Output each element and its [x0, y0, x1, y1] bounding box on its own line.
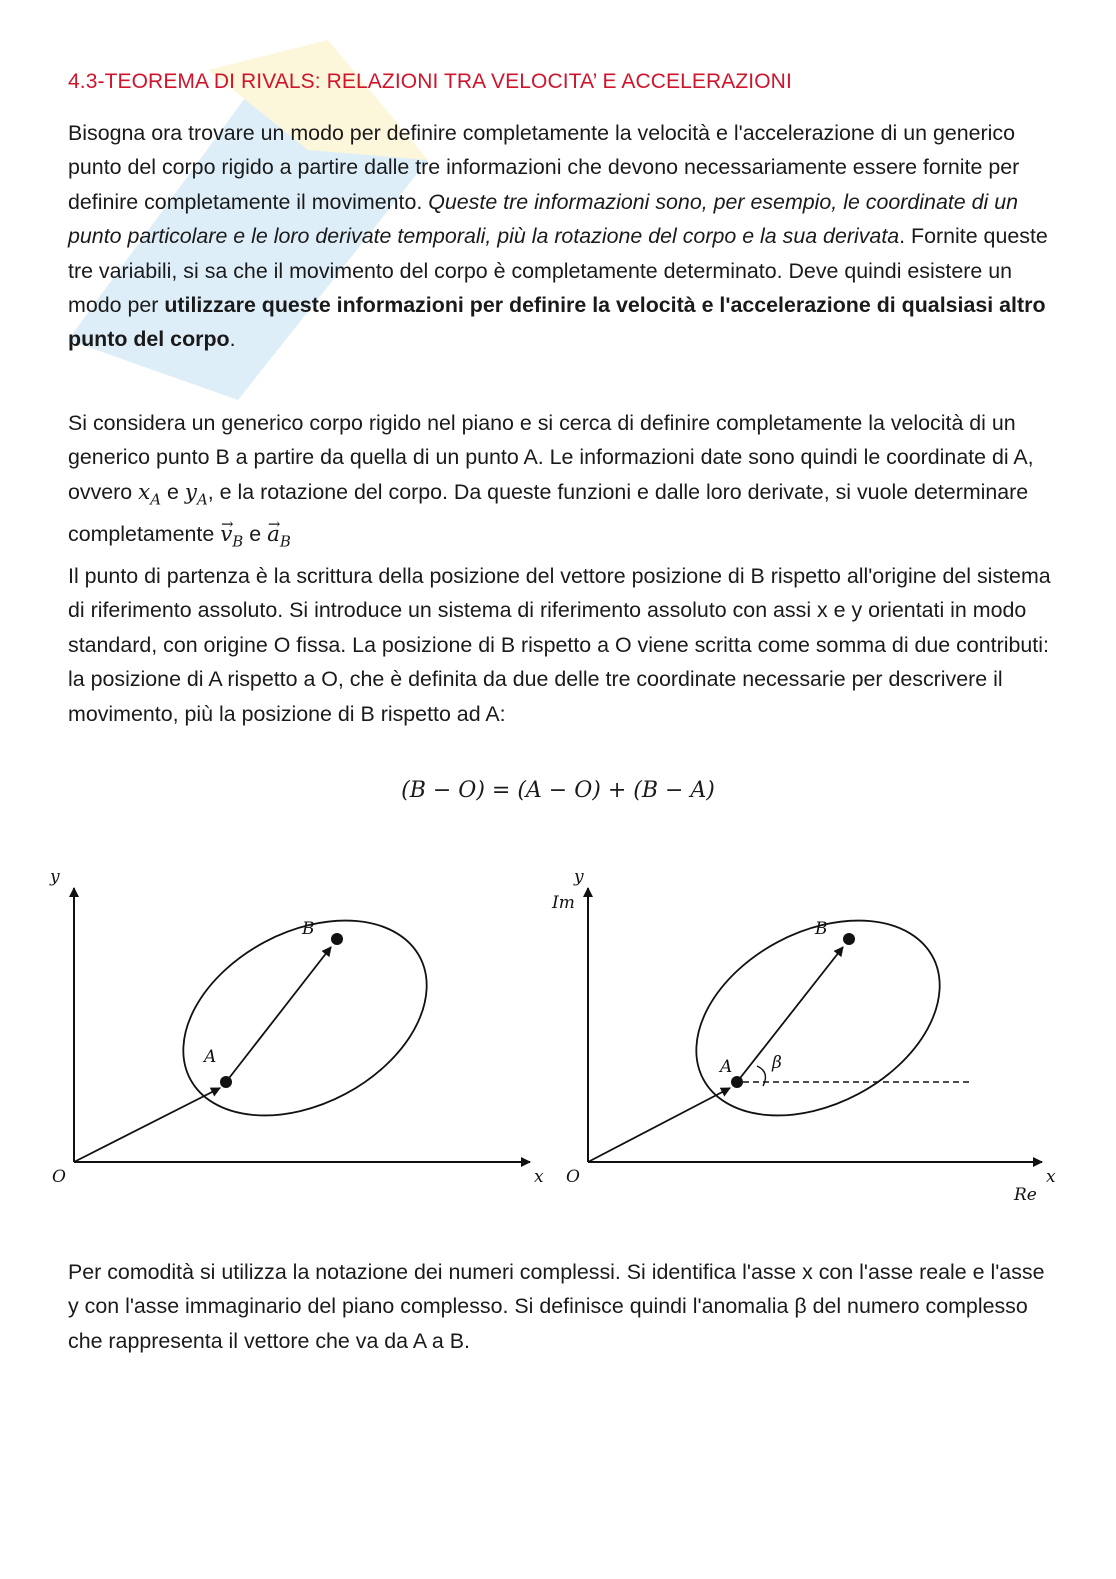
equation-position: (B − O) = (A − O) + (B − A) [401, 778, 715, 803]
paragraph-position: Il punto di partenza è la scrittura della posizione del vettore posizione di B rispetto all'origine del sistema di riferimento assoluto. Si introduce un sistema di riferimento assoluto con assi x e y orientati in modo standard, con origine O fissa. La posizione di B rispetto a O viene scritta come somma di due contributi: la posizione di A rispetto a O, che è definita da due delle tre coordinate necessarie per descrivere il movimento, più la posizione di B rispetto ad A: [68, 564, 1051, 726]
section-heading: 4.3-TEOREMA DI RIVALS: RELAZIONI TRA VELOCITA’ E ACCELERAZIONI [68, 70, 792, 93]
vector-AB [226, 947, 331, 1082]
point-b [331, 933, 343, 945]
point-b-label: B [815, 919, 828, 939]
intro-text-continued: . Fornite queste tre variabili, si sa che il movimento del corpo è completamente determinato. Deve quindi esistere un modo per [68, 224, 1048, 318]
conjunction: e [161, 479, 185, 504]
rigid-body-text-continued: , e la rotazione del corpo. Da queste funzioni e dalle loro derivate, si vuole determinare completamente [68, 479, 1029, 546]
angle-beta-label: β [772, 1053, 782, 1073]
angle-beta-arc [757, 1066, 765, 1086]
math-xA: $x_A$ [138, 479, 162, 509]
origin-label: O [52, 1167, 66, 1187]
intro-text-end: . [229, 327, 236, 352]
math-vB: → $v_B$ [220, 522, 243, 547]
vector-OA [588, 1088, 730, 1162]
vector-AB [737, 947, 843, 1082]
x-axis-label: x [534, 1167, 544, 1187]
re-axis-label: Re [1014, 1185, 1037, 1205]
paragraph-rigid-body [68, 406, 1053, 558]
intro-text: Bisogna ora trovare un modo per definire completamente la velocità e l'accelerazione di un generico punto del corpo rigido a partire dalle tre informazioni che devono necessariamente essere fornite per definire completamente il movimento. [68, 121, 1020, 214]
point-a [731, 1076, 743, 1088]
diagram-absolute-frame [30, 850, 550, 1200]
conjunction: e [243, 521, 268, 546]
point-b-label: B [302, 919, 315, 939]
y-axis-label: y [574, 867, 584, 887]
vector-OA [74, 1088, 220, 1162]
y-axis-label: y [50, 867, 60, 887]
point-a-label: A [204, 1047, 217, 1067]
diagram-complex-plane [530, 850, 1070, 1210]
math-aB: → $a_B$ [267, 522, 291, 547]
point-b [843, 933, 855, 945]
rigid-body-text: Si considera un generico corpo rigido nel piano e si cerca di definire completamente la velocità di un generico punto B a partire da quella di un punto A. Le informazioni date sono quindi le coordinate di A, ovvero [68, 411, 1034, 504]
point-a-label: A [720, 1057, 733, 1077]
origin-label: O [566, 1167, 580, 1187]
intro-italic-text: Queste tre informazioni sono, per esempio, le coordinate di un punto particolare e le loro derivate temporali, più la rotazione del corpo e la sua derivata [68, 189, 1019, 249]
point-a [220, 1076, 232, 1088]
paragraph-complex-notation: Per comodità si utilizza la notazione dei numeri complessi. Si identifica l'asse x con l'asse reale e l'asse y con l'asse immaginario del piano complesso. Si definisce quindi l'anomalia β del numero complesso che rappresenta il vettore che va da A a B. [68, 1260, 1045, 1353]
paragraph-intro [68, 116, 1053, 357]
math-yA: $y_A$ [184, 479, 208, 509]
im-axis-label: Im [552, 893, 575, 913]
x-axis-label: x [1046, 1167, 1056, 1187]
intro-bold-text: utilizzare queste informazioni per definire la velocità e l'accelerazione di qualsiasi altro punto del corpo [68, 293, 1046, 352]
